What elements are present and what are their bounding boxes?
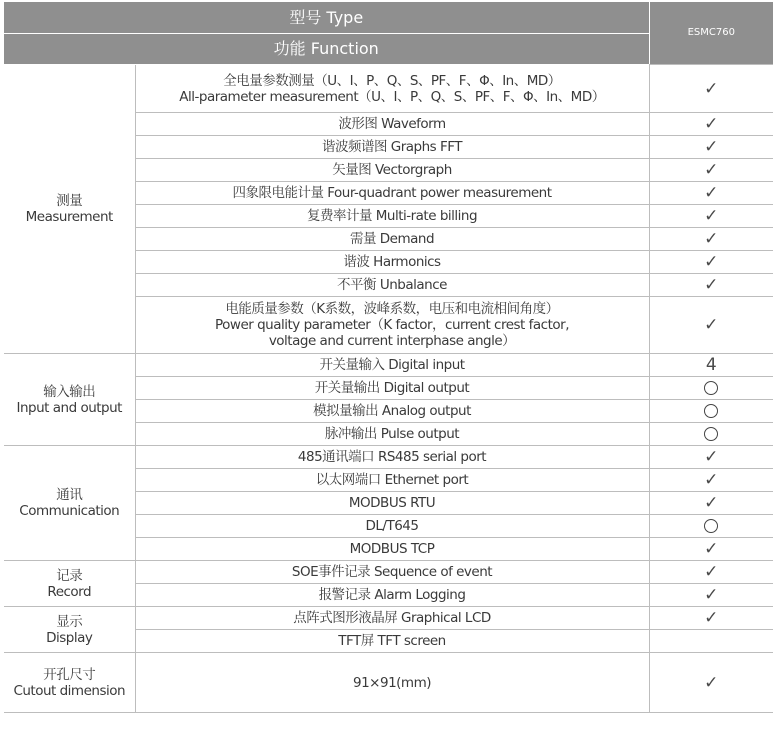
check-icon: ✓ — [704, 562, 719, 582]
check-icon: ✓ — [704, 206, 719, 226]
category-title-en: Cutout dimension — [13, 682, 126, 699]
category-title-cn: 开孔尺寸 — [43, 666, 96, 683]
table-row — [4, 65, 773, 113]
value-cell — [649, 607, 773, 630]
feature-label: 谐波 Harmonics — [343, 254, 441, 270]
feature-label: 需量 Demand — [349, 231, 435, 247]
category-title-cn: 测量 — [56, 193, 83, 209]
value-cell — [649, 65, 773, 113]
value-cell — [649, 182, 773, 205]
feature-label: 波形图 Waveform — [338, 116, 446, 132]
feature-cell — [135, 423, 649, 446]
check-icon: ✓ — [704, 114, 719, 134]
check-icon: ✓ — [704, 470, 719, 490]
feature-cell — [135, 251, 649, 274]
check-icon: ✓ — [704, 608, 719, 628]
check-icon: ✓ — [704, 539, 719, 559]
table-row — [4, 607, 773, 630]
category-cell — [4, 354, 135, 446]
value-cell — [649, 297, 773, 354]
feature-label: MODBUS TCP — [349, 541, 435, 557]
value-cell — [649, 653, 773, 713]
check-icon: ✓ — [704, 78, 719, 99]
feature-label: voltage and current interphase angle） — [268, 333, 516, 349]
feature-label: TFT屏 TFT screen — [338, 633, 446, 649]
category-title-cn: 显示 — [56, 613, 83, 630]
feature-label: 全电量参数测量（U、I、P、Q、S、PF、F、Φ、In、MD） — [223, 72, 561, 89]
feature-cell — [135, 182, 649, 205]
feature-label: MODBUS RTU — [348, 495, 436, 511]
feature-label: 开关量输入 Digital input — [319, 357, 465, 373]
type-header: 型号 Type — [4, 2, 649, 34]
feature-cell — [135, 297, 649, 354]
circle-icon — [704, 427, 718, 441]
spec-table — [4, 2, 773, 713]
feature-cell — [135, 113, 649, 136]
feature-label: 以太网端口 Ethernet port — [315, 472, 469, 488]
feature-label: 开关量输出 Digital output — [314, 380, 470, 396]
feature-label: SOE事件记录 Sequence of event — [291, 564, 493, 580]
value-cell — [649, 469, 773, 492]
category-cell — [4, 561, 135, 607]
feature-cell — [135, 400, 649, 423]
check-icon: ✓ — [704, 672, 719, 693]
feature-label: 不平衡 Unbalance — [337, 277, 447, 293]
model-header: ESMC760 — [649, 2, 773, 65]
value-cell — [649, 136, 773, 159]
feature-label: 点阵式图形液晶屏 Graphical LCD — [293, 610, 491, 626]
value-cell — [649, 492, 773, 515]
feature-cell — [135, 630, 649, 653]
table-row — [4, 446, 773, 469]
circle-icon — [704, 381, 718, 395]
value-cell — [649, 251, 773, 274]
check-icon: ✓ — [704, 183, 719, 203]
feature-cell — [135, 205, 649, 228]
feature-cell — [135, 469, 649, 492]
category-title-en: Display — [46, 629, 93, 646]
check-icon: ✓ — [704, 252, 719, 272]
feature-cell — [135, 607, 649, 630]
value-cell — [649, 561, 773, 584]
value-cell — [649, 228, 773, 251]
value-cell — [649, 423, 773, 446]
check-icon: ✓ — [704, 229, 719, 249]
value-cell — [649, 274, 773, 297]
value-cell — [649, 515, 773, 538]
check-icon: ✓ — [704, 447, 719, 467]
check-icon: ✓ — [704, 160, 719, 180]
feature-label: 91×91(mm) — [352, 674, 431, 691]
feature-cell — [135, 354, 649, 377]
feature-label: 谐波频谱图 Graphs FFT — [321, 139, 463, 155]
feature-cell — [135, 377, 649, 400]
feature-cell — [135, 538, 649, 561]
feature-cell — [135, 159, 649, 182]
feature-label: 四象限电能计量 Four-quadrant power measurement — [232, 185, 552, 201]
table-row — [4, 653, 773, 713]
category-title-en: Communication — [19, 503, 120, 519]
check-icon: ✓ — [704, 315, 719, 335]
value-cell — [649, 538, 773, 561]
category-title-cn: 输入输出 — [43, 383, 96, 400]
category-title-cn: 记录 — [56, 567, 83, 584]
feature-cell — [135, 446, 649, 469]
feature-cell — [135, 515, 649, 538]
feature-label: 电能质量参数（K系数，波峰系数，电压和电流相间角度） — [225, 301, 559, 317]
circle-icon — [704, 404, 718, 418]
feature-label: DL/T645 — [365, 518, 419, 534]
feature-cell — [135, 136, 649, 159]
feature-label: 模拟量输出 Analog output — [313, 403, 471, 419]
value-cell — [649, 446, 773, 469]
category-cell — [4, 607, 135, 653]
value-cell: 4 — [649, 354, 773, 377]
feature-cell — [135, 492, 649, 515]
circle-icon — [704, 519, 718, 533]
value-cell — [649, 584, 773, 607]
feature-label: 矢量图 Vectorgraph — [332, 162, 452, 178]
feature-cell — [135, 65, 649, 113]
table-row — [4, 354, 773, 377]
check-icon: ✓ — [704, 137, 719, 157]
feature-label: All-parameter measurement（U、I、P、Q、S、PF、F、Φ、In、MD） — [179, 88, 605, 105]
check-icon: ✓ — [704, 585, 719, 605]
value-cell — [649, 205, 773, 228]
function-header: 功能 Function — [4, 34, 649, 65]
category-cell — [4, 446, 135, 561]
feature-label: 复费率计量 Multi-rate billing — [306, 208, 478, 224]
table-row — [4, 561, 773, 584]
value-cell — [649, 377, 773, 400]
feature-label: 脉冲输出 Pulse output — [324, 426, 460, 442]
feature-label: 报警记录 Alarm Logging — [318, 587, 466, 603]
feature-cell — [135, 584, 649, 607]
feature-cell — [135, 561, 649, 584]
feature-cell — [135, 228, 649, 251]
category-title-cn: 通讯 — [56, 487, 83, 503]
category-cell — [4, 65, 135, 354]
check-icon: ✓ — [704, 493, 719, 513]
value-cell — [649, 159, 773, 182]
check-icon: ✓ — [704, 275, 719, 295]
category-title-en: Input and output — [16, 399, 122, 416]
feature-cell — [135, 653, 649, 713]
value-cell — [649, 113, 773, 136]
category-title-en: Record — [47, 583, 92, 600]
value-cell — [649, 400, 773, 423]
category-title-en: Measurement — [25, 209, 113, 225]
feature-label: Power quality parameter（K factor，current crest factor, — [215, 317, 569, 333]
category-cell — [4, 653, 135, 713]
feature-cell — [135, 274, 649, 297]
value-cell — [649, 630, 773, 653]
feature-label: 485通讯端口 RS485 serial port — [297, 449, 487, 465]
